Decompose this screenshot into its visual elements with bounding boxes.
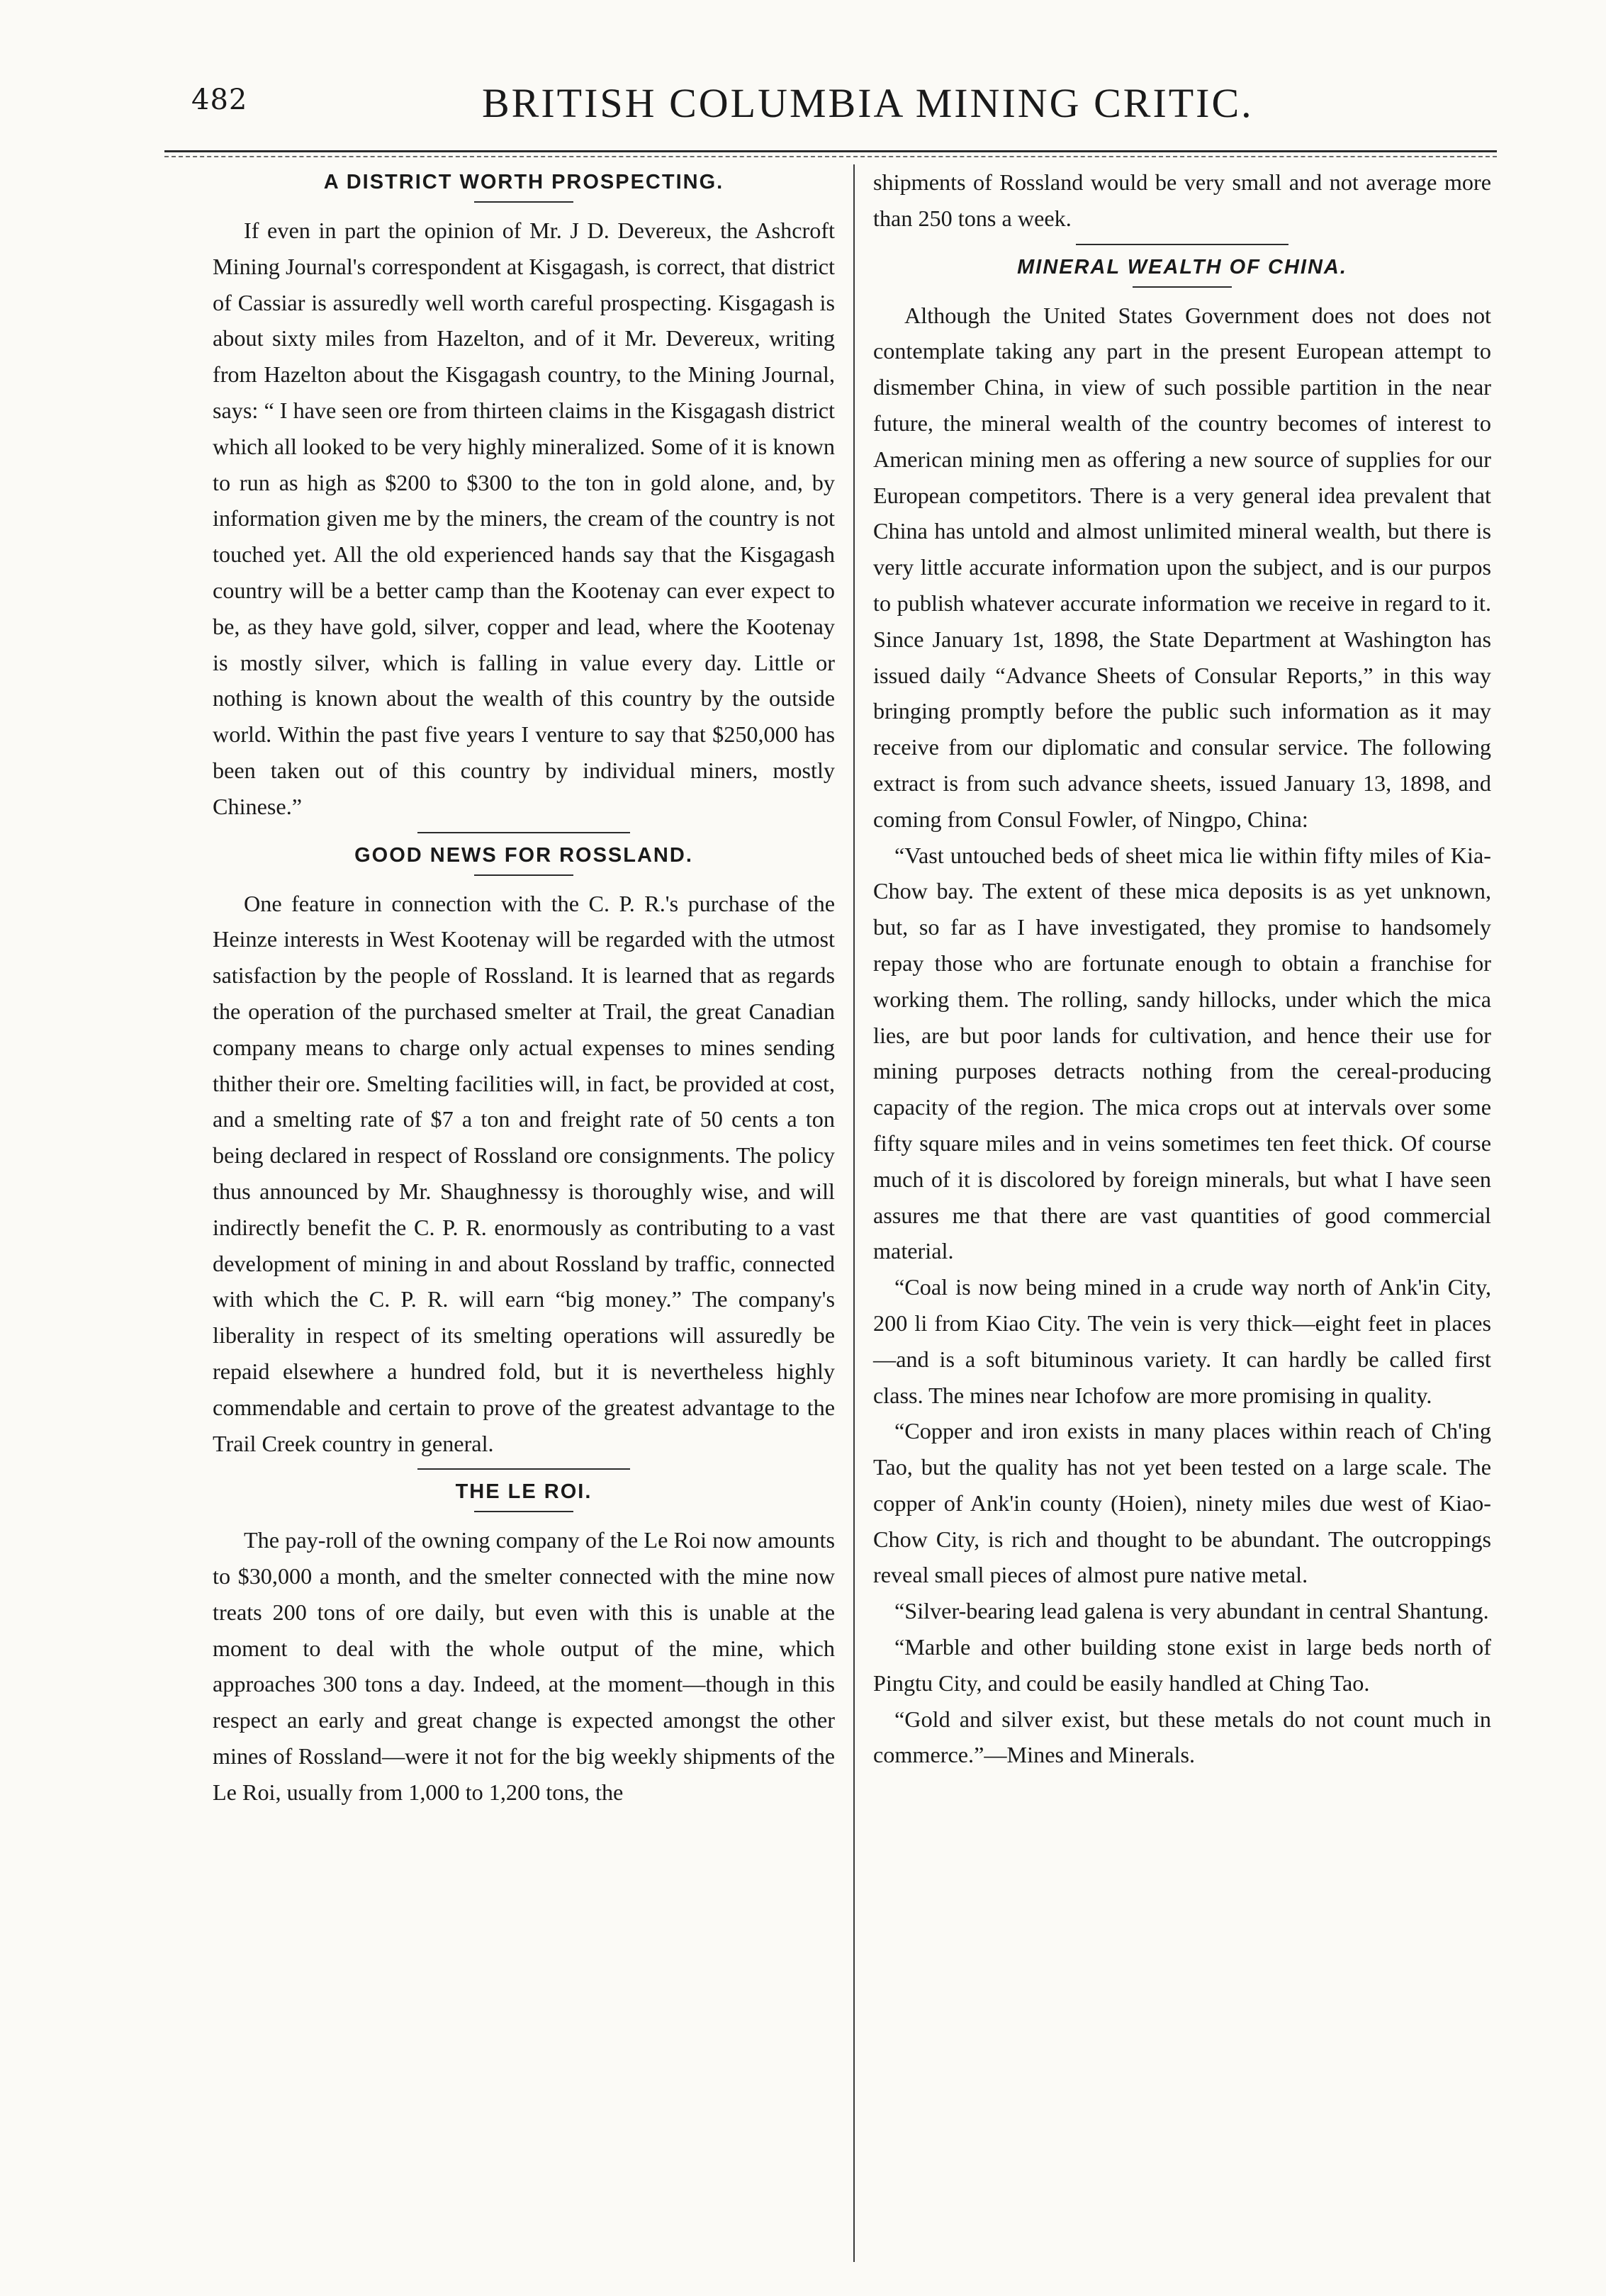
section-rule <box>1076 244 1288 245</box>
quote-gold-silver: “Gold and silver exist, but these metals do not count much in commerce.”—Mines and Minerals. <box>873 1706 1491 1768</box>
article-intro-china: Although the United States Government does not does not contemplate taking any part in the present European attempt to dismember China, in view of such possible partition in the near future, the mineral wealth of the country becomes of interest to American mining men as offering a new source of supplies for our European competitors. There is a very general idea prevalent that China has untold and almost unlimited mineral wealth, but there is very little accurate information upon the subject, and is our purpos to publish whatever accurate information we receive in regard to it. Since January 1st, 1898, the State Department at Washington has issued daily “Advance Sheets of Consular Reports,” in this way bringing promptly before the public such information as it may receive from our diplomatic and consular service. The following extract is from such advance sheets, issued January 13, 1898, and coming from Consul Fowler, of Ningpo, China: <box>873 302 1491 832</box>
section-rule <box>417 832 630 833</box>
quote-marble: “Marble and other building stone exist in large beds north of Pingtu City, and could be easily handled at Ching Tao. <box>873 1634 1491 1696</box>
right-column <box>873 164 1491 1773</box>
heading-rule <box>474 874 573 876</box>
publication-title: BRITISH COLUMBIA MINING CRITIC. <box>482 80 1254 126</box>
article-heading-le-roi: THE LE ROI. <box>455 1480 593 1504</box>
quote-coal: “Coal is now being mined in a crude way north of Ank'in City, 200 li from Kiao City. The vein is very thick—eight feet in places—and is a soft bituminous variety. It can hardly be called first class. The mines near Ichofow are more promising in quality. <box>873 1274 1491 1408</box>
quote-copper-iron: “Copper and iron exists in many places within reach of Ch'ing Tao, but the quality has not yet been tested on a large scale. The copper of Ank'in county (Hoien), ninety miles due west of Kiao-Chow City, is rich and thought to be abundant. The outcroppings reveal small pieces of almost pure native metal. <box>873 1418 1491 1588</box>
heading-rule <box>474 1511 573 1512</box>
header-rule <box>164 150 1497 152</box>
article-heading-district: A DISTRICT WORTH PROSPECTING. <box>323 171 724 193</box>
section-rule <box>417 1468 630 1470</box>
article-body-le-roi: The pay-roll of the owning company of the Le Roi now amounts to $30,000 a month, and the smelter connected with the mine now treats 200 tons of ore daily, but even with this is unable at the moment to deal with the whole output of the mine, which approaches 300 tons a day. Indeed, at the moment—though in this respect an early and great change is expected amongst the other mines of Rossland—were it not for the big weekly shipments of the Le Roi, usually from 1,000 to 1,200 tons, the <box>213 1527 835 1805</box>
column-divider <box>853 164 855 2262</box>
quote-mica: “Vast untouched beds of sheet mica lie within fifty miles of Kia-Chow bay. The extent of these mica deposits is as yet unknown, but, so far as I have investigated, they promise to handsomely repay those who are fortunate enough to obtain a franchise for working them. The rolling, sandy hillocks, under which the mica lies, are but poor lands for cultivation, and hence their use for mining purposes detracts nothing from the cereal-producing capacity of the region. The mica crops out at intervals over some fifty square miles and in veins sometimes ten feet thick. Of course much of it is discolored by foreign minerals, but what I have seen assures me that there are vast quantities of good commercial material. <box>873 842 1491 1264</box>
page-number: 482 <box>191 84 248 116</box>
article-continuation-le-roi: shipments of Rossland would be very small and not average more than 250 tons a week. <box>873 169 1491 231</box>
article-heading-china: MINERAL WEALTH OF CHINA. <box>1017 255 1347 278</box>
article-heading-rossland: GOOD NEWS FOR ROSSLAND. <box>354 843 693 867</box>
heading-rule <box>474 201 573 203</box>
header-rule-dashed <box>164 156 1497 157</box>
left-column <box>213 164 835 1811</box>
quote-silver: “Silver-bearing lead galena is very abundant in central Shantung. <box>894 1598 1489 1624</box>
page-header <box>191 80 1488 147</box>
article-body-rossland: One feature in connection with the C. P. R.'s purchase of the Heinze interests in West Kootenay will be regarded with the utmost satisfaction by the people of Rossland. It is learned that as regards the operation of the purchased smelter at Trail, the great Canadian company means to charge only actual expenses to mines sending thither their ore. Smelting facilities will, in fact, be provided at cost, and a smelting rate of $7 a ton and freight rate of 50 cents a ton being declared in respect of Rossland ore consignments. The policy thus announced by Mr. Shaughnessy is thoroughly wise, and will indirectly benefit the C. P. R. enormously as contributing to a vast development of mining in and about Rossland by traffic, connected with which the C. P. R. will earn “big money.” The company's liberality in respect of its smelting operations will assuredly be repaid elsewhere a hundred fold, but it is nevertheless highly commendable and certain to prove of the greatest advantage to the Trail Creek country in general. <box>213 890 835 1456</box>
article-body-district: If even in part the opinion of Mr. J D. Devereux, the Ashcroft Mining Journal's correspondent at Kisgagash, is correct, that district of Cassiar is assuredly well worth careful prospecting. Kisgagash is about sixty miles from Hazelton, and of it Mr. Devereux, writing from Hazelton about the Kisgagash country, to the Mining Journal, says: “ I have seen ore from thirteen claims in the Kisgagash district which all looked to be very highly mineralized. Some of it is known to run as high as $200 to $300 to the ton in gold alone, and, by information given me by the miners, the cream of the country is not touched yet. All the old experienced hands say that the Kisgagash country will be a better camp than the Kootenay can ever expect to be, as they have gold, silver, copper and lead, where the Kootenay is mostly silver, which is falling in value every day. Little or nothing is known about the wealth of this country by the outside world. Within the past five years I venture to say that $250,000 has been taken out of this country by individual miners, mostly Chinese.” <box>213 218 835 819</box>
heading-rule <box>1133 286 1232 288</box>
